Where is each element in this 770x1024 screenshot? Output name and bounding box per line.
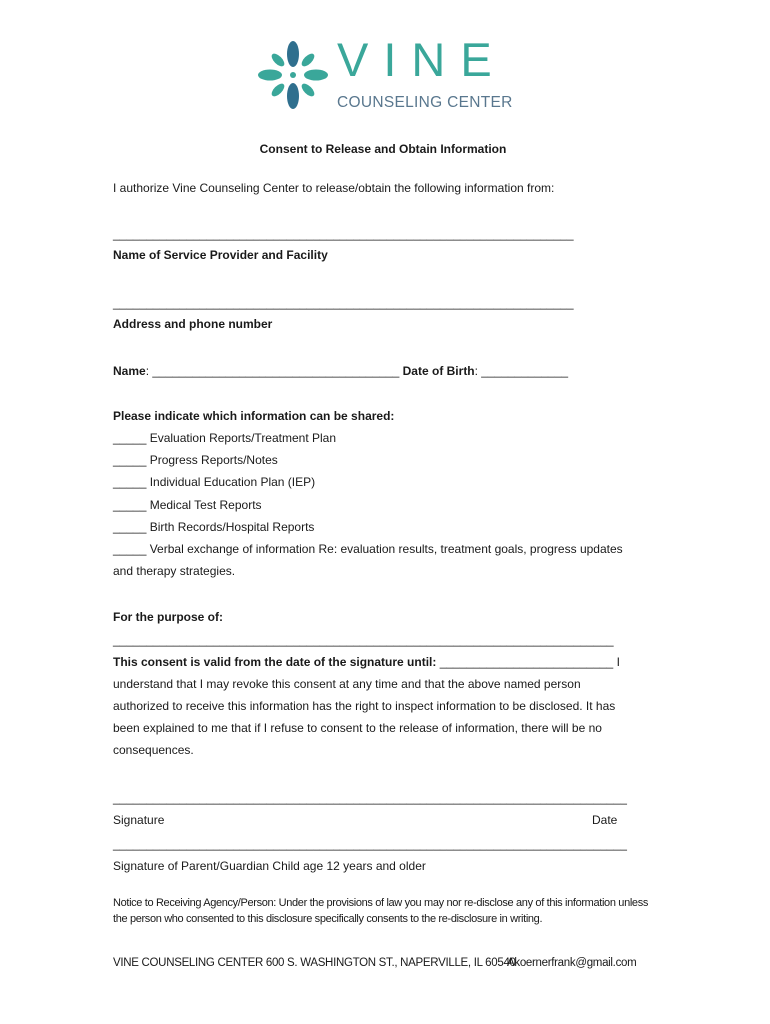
purpose-line[interactable]: ___________________________________________________________________________ (113, 633, 614, 647)
footer-address: VINE COUNSELING CENTER 600 S. WASHINGTON ST., NAPERVILLE, IL 60540 (113, 957, 516, 969)
info-item-medical[interactable]: _____ Medical Test Reports (113, 498, 262, 512)
consent-text-line: understand that I may revoke this consent at any time and that the above named person (113, 677, 581, 691)
parent-signature-line[interactable]: _____________________________________________________________________________ (113, 837, 627, 851)
info-item-progress[interactable]: _____ Progress Reports/Notes (113, 453, 278, 467)
consent-valid-label: This consent is valid from the date of the signature until: (113, 655, 440, 669)
parent-signature-label: Signature of Parent/Guardian Child age 12 years and older (113, 859, 426, 873)
consent-text-line: authorized to receive this information has the right to inspect information to be disclosed. It has (113, 699, 616, 713)
notice-text: the person who consented to this disclosure specifically consents to the re-disclosure in writing. (113, 913, 543, 925)
info-item-iep[interactable]: _____ Individual Education Plan (IEP) (113, 475, 316, 489)
info-item-evaluation[interactable]: _____ Evaluation Reports/Treatment Plan (113, 431, 337, 445)
consent-row (113, 655, 620, 669)
info-item-verbal-cont: and therapy strategies. (113, 564, 236, 578)
name-label: Name (113, 364, 146, 378)
document-title: Consent to Release and Obtain Information (259, 142, 507, 156)
vine-leaf-icon (258, 40, 328, 112)
notice-text: Notice to Receiving Agency/Person: Under the provisions of law you may nor re-disclose any of this information unless (113, 897, 648, 909)
dob-field[interactable]: : _____________ (474, 364, 569, 378)
address-line[interactable]: _____________________________________________________________________ (113, 296, 574, 310)
logo-wordmark: VINE (337, 33, 507, 86)
provider-line[interactable]: _____________________________________________________________________ (113, 227, 574, 241)
address-label: Address and phone number (113, 317, 273, 331)
consent-text-line: consequences. (113, 743, 194, 757)
signature-line[interactable]: _____________________________________________________________________________ (113, 791, 627, 805)
footer-email[interactable]: Akoernerfrank@gmail.com (507, 957, 637, 969)
vine-logo (258, 33, 528, 114)
consent-lead: I (613, 655, 620, 669)
consent-until-field[interactable]: __________________________ (439, 655, 614, 669)
name-dob-row (113, 364, 568, 378)
date-label: Date (592, 813, 618, 827)
intro-text: I authorize Vine Counseling Center to release/obtain the following information from: (113, 181, 555, 195)
dob-label: Date of Birth (402, 364, 475, 378)
provider-label: Name of Service Provider and Facility (113, 248, 328, 262)
name-field[interactable]: : _____________________________________ (145, 364, 400, 378)
info-heading: Please indicate which information can be shared: (113, 409, 395, 423)
purpose-heading: For the purpose of: (113, 610, 223, 624)
logo-subtitle: COUNSELING CENTER (337, 94, 513, 111)
consent-text-line: been explained to me that if I refuse to consent to the release of information, there will be no (113, 721, 602, 735)
info-item-birth[interactable]: _____ Birth Records/Hospital Reports (113, 520, 315, 534)
signature-label: Signature (113, 813, 165, 827)
info-item-verbal[interactable]: _____ Verbal exchange of information Re: evaluation results, treatment goals, progress updates (113, 542, 623, 556)
